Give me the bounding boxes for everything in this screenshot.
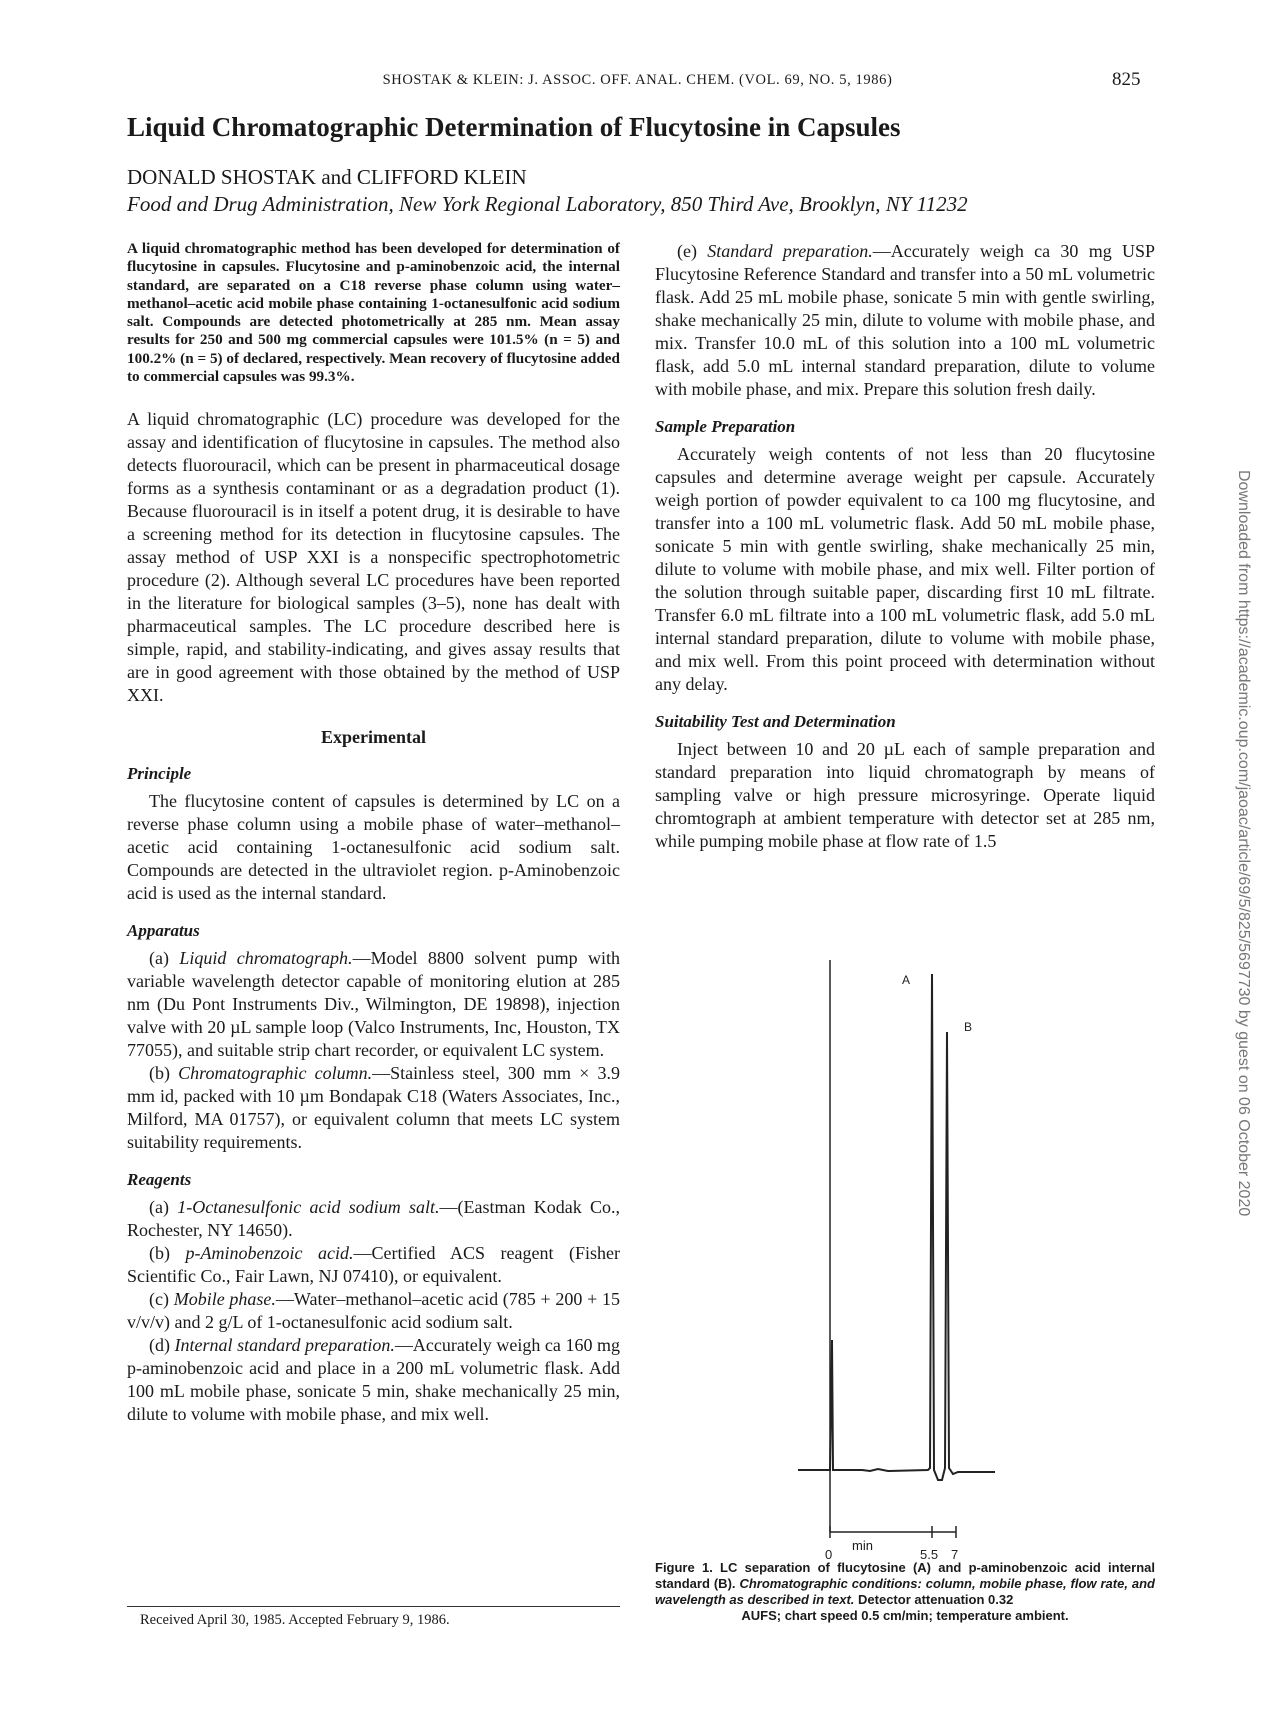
right-column [655,240,1155,853]
sample-prep-heading: Sample Preparation [655,417,796,436]
principle-text: The flucytosine content of capsules is determined by LC on a reverse phase column using a mobile phase of water–methanol–acetic acid containing 1-octanesulfonic acid sodium salt. Compounds are detected in the ultraviolet region. p-Aminobenzoic acid is used as the internal standard. [127,791,620,904]
affiliation: Food and Drug Administration, New York Regional Laboratory, 850 Third Ave, Brooklyn, NY 11232 [127,192,968,216]
intro-paragraph: A liquid chromatographic (LC) procedure was developed for the assay and identification of flucytosine in capsules. The method also detects fluorouracil, which can be present in pharmaceutical dosage forms as a synthesis contaminant or as a degradation product (1). Because fluorouracil is in itself a potent drug, it is desirable to have a screening method for its detection in flucytosine capsules. The assay method of USP XXI is a nonspecific spectrophotometric procedure (2). Although several LC procedures have been reported in the literature for biological samples (3–5), none has dealt with pharmaceutical samples. The LC procedure described here is simple, rapid, and stability-indicating, and gives assay results that are in good agreement with those obtained by the method of USP XXI. [127,409,620,706]
experimental-heading: Experimental [321,727,426,748]
peak-b-label: B [964,1020,973,1034]
peak-a-label: A [902,973,911,987]
download-note: Downloaded from https://academic.oup.com/jaoac/article/69/5/825/5697730 by guest on 06 October 2020 [1235,470,1252,1217]
axis-label: min [852,1538,873,1553]
principle-heading: Principle [127,764,192,784]
tick-label-7: 7 [951,1547,959,1562]
running-head: SHOSTAK & KLEIN: J. ASSOC. OFF. ANAL. CHEM. (VOL. 69, NO. 5, 1986) [382,72,893,88]
article-title: Liquid Chromatographic Determination of Flucytosine in Capsules [127,112,901,142]
tick-label-0: 0 [825,1547,833,1562]
apparatus-item-b: (b) Chromatographic column.—Stainless steel, 300 mm × 3.9 mm id, packed with 10 µm Bondapak C18 (Waters Associates, Inc., Milford, MA 01757), or equivalent column that meets LC system suitability requirements. [127,1063,621,1153]
figure-caption: Figure 1. LC separation of flucytosine (A) and p-aminobenzoic acid internal standard (B). Chromatographic conditions: column, mobile phase, flow rate, and wavelength as described in text. Detector attenuation 0.32 AUFS; chart speed 0.5 cm/min; temperature ambient. [655,1560,1155,1623]
reagent-item-b: (b) p-Aminobenzoic acid.—Certified ACS reagent (Fisher Scientific Co., Fair Lawn, NJ 07410), or equivalent. [127,1243,620,1287]
abstract: A liquid chromatographic method has been developed for determination of flucytosine in capsules. Flucytosine and p-aminobenzoic acid, the internal standard, are separated on a C18 reverse phase column using water–methanol–acetic acid mobile phase containing 1-octanesulfonic acid sodium salt. Compounds are detected photometrically at 285 nm. Mean assay results for 250 and 500 mg commercial capsules were 101.5% (n = 5) and 100.2% (n = 5) of declared, respectively. Mean recovery of flucytosine added to commercial capsules was 99.3%. [127,240,620,386]
chromatogram-figure [780,960,1010,1562]
tick-label-5-5: 5.5 [920,1547,939,1562]
suitability-heading: Suitability Test and Determination [655,712,896,731]
reagent-item-c: (c) Mobile phase.—Water–methanol–acetic acid (785 + 200 + 15 v/v/v) and 2 g/L of 1-octanesulfonic acid sodium salt. [127,1289,620,1333]
page-number: 825 [1112,69,1141,90]
authors: DONALD SHOSTAK and CLIFFORD KLEIN [127,165,527,189]
suitability-text: Inject between 10 and 20 µL each of sample preparation and standard preparation into liquid chromatograph by means of sampling valve or high pressure microsyringe. Operate liquid chromtograph at ambient temperature with detector set at 285 nm, while pumping mobile phase at flow rate of 1.5 [655,739,1155,851]
apparatus-item-a: (a) Liquid chromatograph.—Model 8800 solvent pump with variable wavelength detector capable of monitoring elution at 285 nm (Du Pont Instruments Div., Wilmington, DE 19898), injection valve with 20 µL sample loop (Valco Instruments, Inc, Houston, TX 77055), and suitable strip chart recorder, or equivalent LC system. [127,948,621,1061]
reagent-item-d: (d) Internal standard preparation.—Accurately weigh ca 160 mg p-aminobenzoic acid and place in a 200 mL volumetric flask. Add 100 mL mobile phase, sonicate 5 min, shake mechanically 25 min, dilute to volume with mobile phase, and mix well. [127,1335,620,1425]
chromatogram-trace [798,974,995,1480]
left-column [127,240,620,1426]
reagents-heading: Reagents [127,1170,192,1190]
reagent-item-a: (a) 1-Octanesulfonic acid sodium salt.—(Eastman Kodak Co., Rochester, NY 14650). [127,1197,621,1241]
apparatus-heading: Apparatus [127,921,200,941]
footnote-rule [127,1606,620,1607]
footnote: Received April 30, 1985. Accepted February 9, 1986. [140,1612,450,1628]
reagent-item-e: (e) Standard preparation.—Accurately weigh ca 30 mg USP Flucytosine Reference Standard and transfer into a 50 mL volumetric flask. Add 25 mL mobile phase, sonicate 5 min with gentle swirling, shake mechanically 25 min, dilute to volume with mobile phase, and mix. Transfer 10.0 mL of this solution into a 100 mL volumetric flask, add 5.0 mL internal standard preparation, dilute to volume with mobile phase, and mix. Prepare this solution fresh daily. [655,241,1155,399]
sample-prep-text: Accurately weigh contents of not less than 20 flucytosine capsules and determine average weight per capsule. Accurately weigh portion of powder equivalent to ca 100 mg flucytosine, and transfer into a 100 mL volumetric flask. Add 50 mL mobile phase, sonicate 5 min with gentle swirling, shake mechanically 25 min, dilute to volume with mobile phase, and mix well. Filter portion of the solution through suitable paper, discarding first 10 mL filtrate. Transfer 6.0 mL filtrate into a 100 mL volumetric flask, add 5.0 mL internal standard preparation, dilute to volume with mobile phase, and mix well. From this point proceed with determination without any delay. [655,444,1155,694]
